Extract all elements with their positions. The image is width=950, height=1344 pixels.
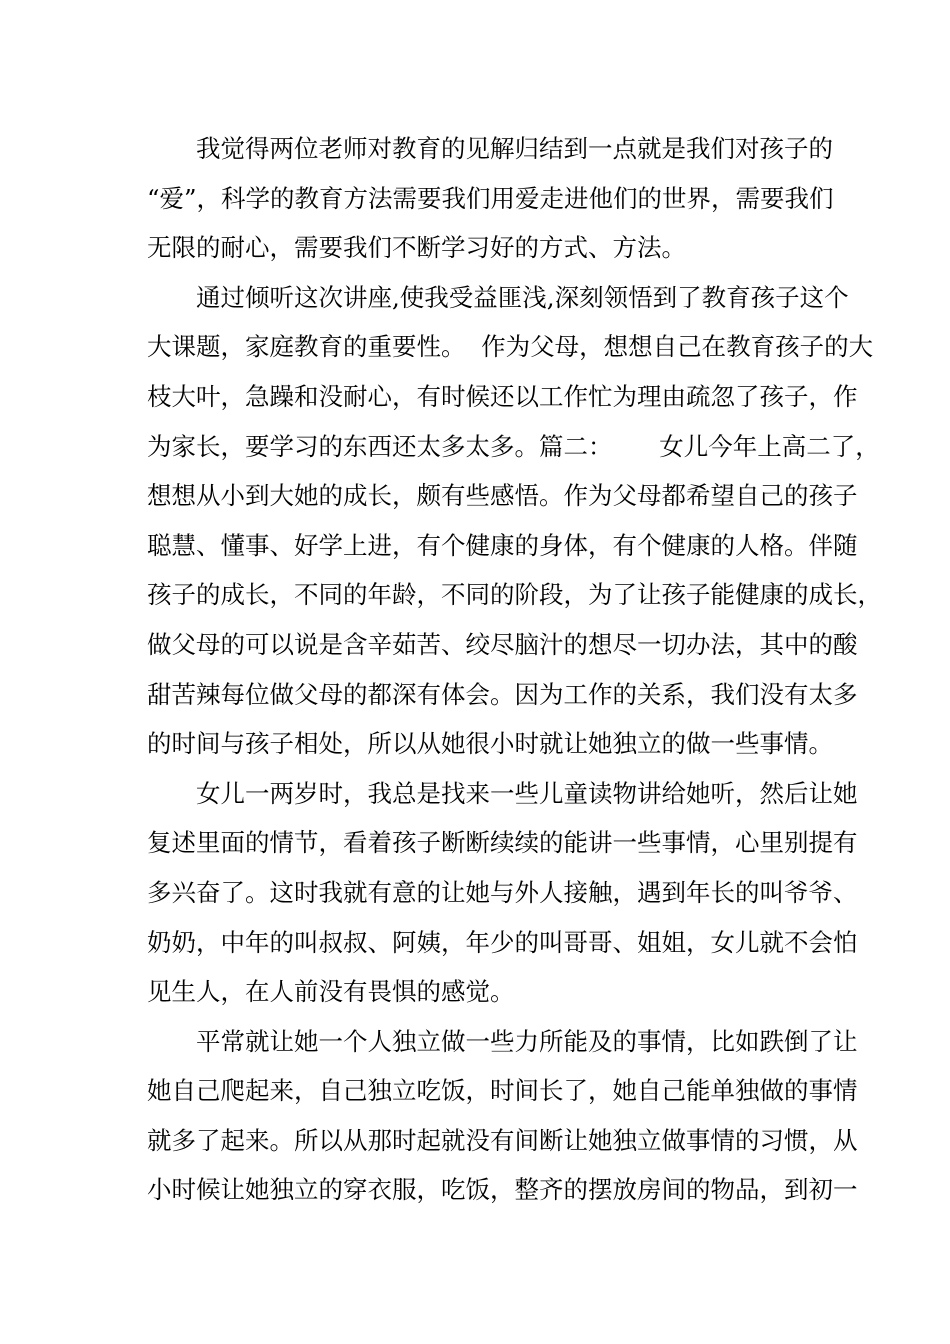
- paragraph-4: [147, 1017, 858, 1215]
- paragraph-line: 平常就让她一个人独立做一些力所能及的事情，比如跌倒了让: [196, 1026, 858, 1056]
- paragraph-line: 女儿一两岁时，我总是找来一些儿童读物讲给她听，然后让她: [196, 778, 858, 808]
- paragraph-line: 我觉得两位老师对教育的见解归结到一点就是我们对孩子的: [196, 134, 833, 163]
- paragraph-line: 就多了起来。所以从那时起就没有间断让她独立做事情的习惯，从: [147, 1125, 858, 1155]
- paragraph-line: 的时间与孩子相处，所以从她很小时就让她独立的做一些事情。: [147, 729, 833, 759]
- paragraph-line: 想想从小到大她的成长，颇有些感悟。作为父母都希望自己的孩子: [147, 481, 858, 511]
- paragraph-3: [147, 769, 858, 1017]
- paragraph-line: 甜苦辣每位做父母的都深有体会。因为工作的关系，我们没有太多: [147, 679, 858, 709]
- paragraph-1: [147, 124, 834, 273]
- paragraph-line: 多兴奋了。这时我就有意的让她与外人接触，遇到年长的叫爷爷、: [147, 877, 858, 907]
- paragraph-line: 奶奶，中年的叫叔叔、阿姨，年少的叫哥哥、姐姐，女儿就不会怕: [147, 927, 858, 957]
- paragraph-line: 孩子的成长，不同的年龄，不同的阶段，为了让孩子能健康的成长，: [147, 580, 882, 610]
- paragraph-line: 枝大叶，急躁和没耐心，有时候还以工作忙为理由疏忽了孩子，作: [147, 381, 858, 411]
- paragraph-line: 见生人，在人前没有畏惧的感觉。: [147, 977, 515, 1007]
- paragraph-line: 小时候让她独立的穿衣服，吃饭，整齐的摆放房间的物品，到初一: [147, 1175, 858, 1205]
- paragraph-line: 复述里面的情节，看着孩子断断续续的能讲一些事情，心里别提有: [147, 828, 858, 858]
- paragraph-line: 为家长，要学习的东西还太多太多。篇二： 女儿今年上高二了，: [147, 431, 880, 461]
- paragraph-line: 无限的耐心，需要我们不断学习好的方式、方法。: [147, 233, 686, 263]
- paragraph-line: 大课题，家庭教育的重要性。 作为父母，想想自己在教育孩子的大: [147, 332, 874, 362]
- paragraph-line: 做父母的可以说是含辛茹苦、绞尽脑汁的想尽一切办法，其中的酸: [147, 629, 858, 659]
- paragraph-line: “爱”，科学的教育方法需要我们用爱走进他们的世界，需要我们: [147, 183, 834, 213]
- paragraph-line: 通过倾听这次讲座,使我受益匪浅,深刻领悟到了教育孩子这个: [196, 282, 849, 312]
- document-body: [147, 124, 882, 1215]
- paragraph-line: 聪慧、懂事、好学上进，有个健康的身体，有个健康的人格。伴随: [147, 530, 858, 560]
- paragraph-line: 她自己爬起来，自己独立吃饭，时间长了，她自己能单独做的事情: [147, 1076, 858, 1106]
- paragraph-2: [147, 273, 882, 769]
